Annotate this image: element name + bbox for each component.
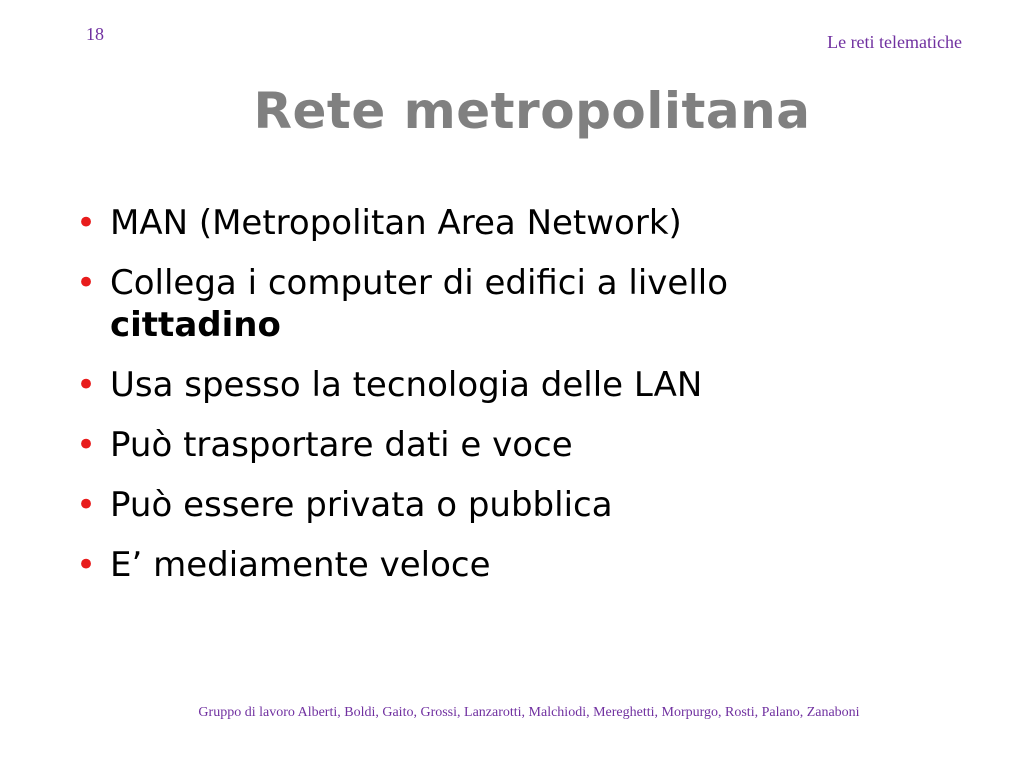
bullet-text: E’ mediamente veloce (110, 545, 491, 585)
bullet-text: Collega i computer di edifici a livello (110, 263, 729, 303)
section-title: Le reti telematiche (827, 32, 962, 52)
bullet-text: Può trasportare dati e voce (110, 425, 573, 465)
bullet-item (74, 424, 954, 466)
bullet-item (74, 262, 954, 346)
bullet-marker: • (76, 263, 97, 303)
bullet-list (74, 202, 954, 604)
slide-title: Rete metropolitana (253, 82, 811, 140)
footer-credits: Gruppo di lavoro Alberti, Boldi, Gaito, Grossi, Lanzarotti, Malchiodi, Mereghetti, Morpurgo, Rosti, Palano, Zanaboni (198, 705, 860, 720)
page-number: 18 (86, 24, 104, 44)
bullet-text: MAN (Metropolitan Area Network) (110, 203, 682, 243)
bullet-text: Può essere privata o pubblica (110, 485, 613, 525)
bullet-item (74, 484, 954, 526)
bullet-marker: • (76, 425, 97, 465)
bullet-item (74, 202, 954, 244)
bullet-marker: • (76, 365, 97, 405)
bullet-text: Usa spesso la tecnologia delle LAN (110, 365, 703, 405)
bullet-item (74, 364, 954, 406)
bullet-marker: • (76, 485, 97, 525)
bullet-emphasis: cittadino (110, 305, 281, 345)
bullet-marker: • (76, 545, 97, 585)
bullet-item (74, 544, 954, 586)
bullet-marker: • (76, 203, 97, 243)
